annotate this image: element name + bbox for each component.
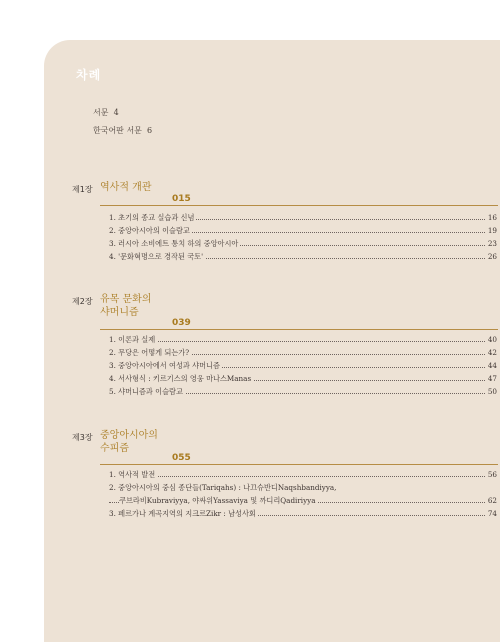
chapter-start-page: 039 <box>172 318 191 328</box>
chapter-entries <box>109 335 497 400</box>
toc-entry: 2. 중앙아시아의 중심 종단들(Tariqahs) : 나끄슈반디Naqshbandiyya, <box>109 483 337 492</box>
chapter-start-page: 055 <box>172 453 191 463</box>
toc-entry-continuation: 쿠브라비Kubraviyya, 야싸위Yassaviya 및 까디리Qadiriyya 62 <box>109 496 497 509</box>
chapter-title: 역사적 개관 <box>100 182 152 193</box>
toc-entry: 4. '문화혁명으로 경작된 국토' 26 <box>109 252 497 261</box>
front-matter-title: 서문 <box>93 108 109 117</box>
chapter-title: 유목 문화의 샤머니즘 <box>100 294 152 318</box>
chapter-rule <box>100 205 498 206</box>
toc-entry: 1. 역사적 발전 56 <box>109 470 497 479</box>
front-matter-korean-preface <box>93 125 152 136</box>
chapter-number: 제2장 <box>72 297 93 306</box>
chapter-entries <box>109 470 497 522</box>
toc-entry: 1. 초기의 종교 실습과 신념 16 <box>109 213 497 222</box>
chapter-entries <box>109 213 497 265</box>
toc-entry: 1. 이론과 실제 40 <box>109 335 497 344</box>
toc-entry: 2. 무당은 어떻게 되는가? 42 <box>109 348 497 357</box>
chapter-title: 중앙아시아의 수피즘 <box>100 430 158 454</box>
front-matter-preface <box>93 107 119 118</box>
toc-entry: 5. 샤머니즘과 이슬람교 50 <box>109 387 497 396</box>
chapter-start-page: 015 <box>172 194 191 204</box>
chapter-number: 제1장 <box>72 185 93 194</box>
toc-entry: 3. 중앙아시아에서 여성과 샤머니즘 44 <box>109 361 497 370</box>
toc-heading: 차례 <box>76 68 102 82</box>
toc-entry: 3. 러시아 소비에트 통치 하의 중앙아시아 23 <box>109 239 497 248</box>
front-matter-title: 한국어판 서문 <box>93 126 142 135</box>
toc-entry: 3. 페르가나 계곡지역의 지크르Zikr : 남성사회 74 <box>109 509 497 518</box>
chapter-number: 제3장 <box>72 433 93 442</box>
front-matter-page: 4 <box>113 108 119 117</box>
chapter-rule <box>100 329 498 330</box>
chapter-rule <box>100 464 498 465</box>
front-matter-page: 6 <box>147 126 153 135</box>
toc-entry: 2. 중앙아시아의 이슬람교 19 <box>109 226 497 235</box>
toc-entry: 4. 서사형식 : 키르기스의 영웅 마나스Manas 47 <box>109 374 497 383</box>
